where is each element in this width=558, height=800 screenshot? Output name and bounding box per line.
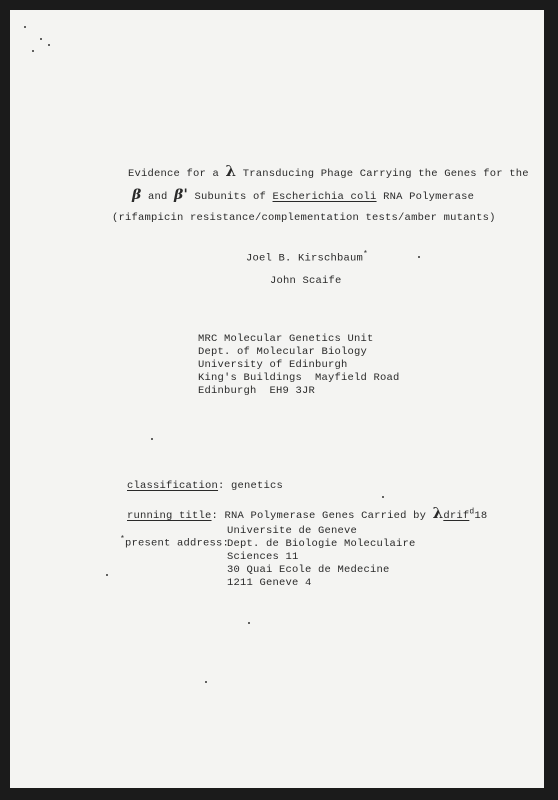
running-title-superscript: d bbox=[469, 507, 475, 517]
affiliation-line: University of Edinburgh bbox=[198, 359, 348, 371]
paper-speck bbox=[382, 496, 384, 498]
lambda-symbol: λ bbox=[225, 162, 237, 180]
author-2 bbox=[244, 263, 342, 299]
paper-speck bbox=[40, 38, 42, 40]
present-address-label-text: present address: bbox=[125, 537, 230, 550]
paper-speck bbox=[418, 256, 420, 258]
lambda-symbol: λ bbox=[432, 504, 444, 522]
title-line-3 bbox=[86, 200, 496, 236]
affiliation-line: King's Buildings Mayfield Road bbox=[198, 372, 400, 384]
present-address-line: Universite de Geneve bbox=[227, 525, 358, 537]
present-address-line: Dept. de Biologie Moleculaire bbox=[227, 538, 416, 550]
running-title-text: RNA Polymerase Genes Carried by bbox=[224, 510, 433, 522]
organism-name: Escherichia coli bbox=[272, 191, 377, 203]
running-title-gene: drif bbox=[443, 510, 470, 522]
title-subunits-text: Subunits of bbox=[188, 191, 273, 203]
running-title-number: 18 bbox=[474, 510, 488, 522]
affiliation-line: Dept. of Molecular Biology bbox=[198, 346, 368, 358]
author-1-footnote-mark: * bbox=[363, 250, 369, 259]
present-address-line: 1211 Geneve 4 bbox=[227, 577, 312, 589]
affiliation-line: MRC Molecular Genetics Unit bbox=[198, 333, 374, 345]
title-line-1-end: Transducing Phage Carrying the Genes for the bbox=[236, 168, 529, 180]
paper-speck bbox=[151, 438, 153, 440]
running-title-label: running title bbox=[127, 510, 212, 522]
affiliation-line: Edinburgh EH9 3JR bbox=[198, 385, 316, 397]
classification-value: genetics bbox=[231, 480, 284, 492]
author-1-name: Joel B. Kirschbaum bbox=[246, 252, 364, 265]
title-line-1-start: Evidence for a bbox=[128, 168, 226, 180]
paper-speck bbox=[24, 26, 26, 28]
paper-speck bbox=[205, 681, 207, 683]
paper-speck bbox=[106, 574, 108, 576]
paper-speck bbox=[248, 622, 250, 624]
document-page bbox=[10, 10, 544, 788]
author-2-name: John Scaife bbox=[270, 275, 342, 287]
present-address-label bbox=[94, 523, 229, 562]
classification-label: classification bbox=[127, 480, 219, 492]
classification-colon: : bbox=[218, 480, 232, 492]
paper-speck bbox=[32, 50, 34, 52]
title-line-2-end: RNA Polymerase bbox=[376, 191, 475, 203]
present-address-line: 30 Quai Ecole de Medecine bbox=[227, 564, 390, 576]
title-and-word: and bbox=[141, 191, 175, 203]
beta-prime-symbol: β' bbox=[174, 187, 189, 203]
beta-symbol: β bbox=[132, 187, 142, 203]
running-title-colon: : bbox=[211, 510, 225, 522]
paper-speck bbox=[48, 44, 50, 46]
present-address-mark: * bbox=[120, 535, 126, 544]
present-address-line: Sciences 11 bbox=[227, 551, 299, 563]
title-keywords: (rifampicin resistance/complementation tests/amber mutants) bbox=[112, 212, 496, 224]
